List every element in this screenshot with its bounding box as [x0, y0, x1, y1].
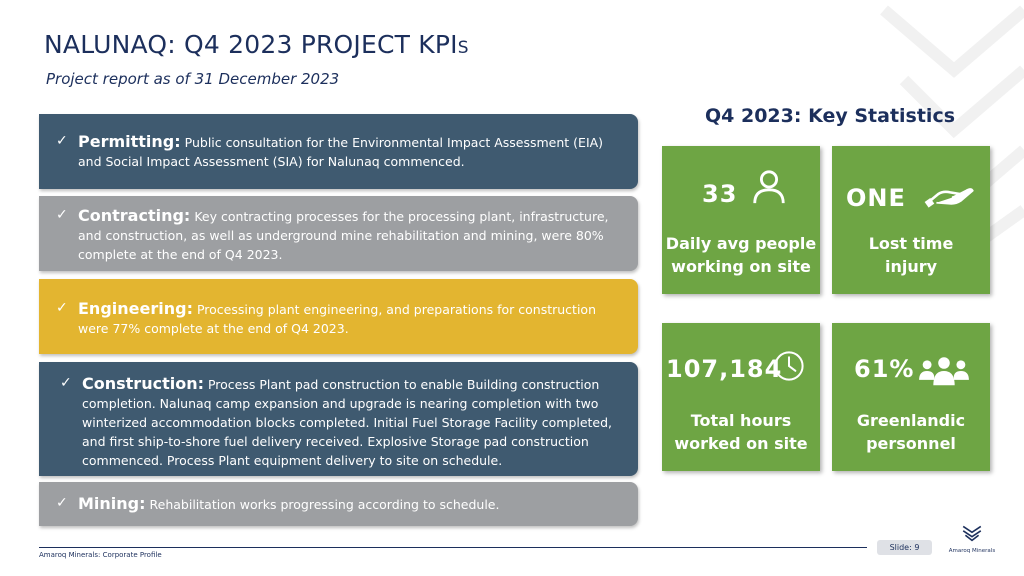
group-icon	[916, 355, 972, 387]
kpi-engineering: ✓ Engineering: Processing plant engineering, and preparations for construction were 77% complete at the end of Q4 2023.	[39, 279, 638, 354]
stat-label: Greenlandic	[856, 411, 966, 430]
stat-tile-injury	[832, 146, 990, 294]
kpi-permitting: ✓ Permitting: Public consultation for the Environmental Impact Assessment (EIA) and Social Impact Assessment (SIA) for Nalunaq commenced.	[39, 114, 638, 189]
kpi-heading: Contracting	[78, 206, 184, 225]
page-subtitle: Project report as of 31 December 2023	[46, 70, 340, 88]
kpi-text: Public consultation for the Environmental Impact Assessment (EIA) and Social Impact Assessment (SIA) for Nalunaq commenced.	[78, 135, 604, 169]
kpi-mining: ✓ Mining: Rehabilitation works progressing according to schedule.	[39, 482, 638, 526]
slide-number: Slide: 9	[877, 540, 932, 555]
kpi-text: Key contracting processes for the processing plant, infrastructure, and construction, as well as underground mine rehabilitation and mining, were 80% complete at the end of Q4 2023.	[78, 209, 609, 262]
person-icon	[750, 168, 788, 206]
stat-tile-hours	[662, 323, 820, 471]
stat-label: Total hours	[690, 411, 792, 430]
check-icon: ✓	[56, 495, 68, 511]
stat-tile-people	[662, 146, 820, 294]
kpi-text: Processing plant engineering, and preparations for construction were 77% complete at the end of Q4 2023.	[78, 302, 596, 336]
check-icon: ✓	[56, 300, 68, 316]
stat-label: injury	[884, 257, 938, 276]
stat-value: 107,184	[666, 355, 783, 383]
kpi-heading: Engineering	[78, 299, 187, 318]
stat-value: 61%	[854, 355, 915, 383]
footer-text: Amaroq Minerals: Corporate Profile	[39, 551, 162, 559]
kpi-heading: Construction	[82, 374, 198, 393]
stat-label: working on site	[671, 257, 811, 276]
logo-icon	[961, 524, 983, 542]
kpi-text: Process Plant pad construction to enable Building construction completion. Nalunaq camp expansion and upgrade is nearing completion with two winterized accommodation blocks completed. Initial Fuel Storage Facility completed, and first ship-to-shore fuel delivery received. Explosive Storage pad construction commenced. Process Plant equipment delivery to site on schedule.	[82, 377, 613, 468]
stat-tile-greenlandic	[832, 323, 990, 471]
hand-icon	[924, 182, 980, 208]
stat-label: Daily avg people	[665, 234, 817, 253]
stat-value: ONE	[846, 184, 906, 212]
check-icon: ✓	[56, 133, 68, 149]
kpi-heading: Permitting	[78, 132, 175, 151]
check-icon: ✓	[60, 375, 72, 391]
kpi-text: Rehabilitation works progressing according to schedule.	[149, 497, 500, 512]
clock-icon	[773, 350, 805, 382]
kpi-construction: ✓ Construction: Process Plant pad construction to enable Building construction completion. Nalunaq camp expansion and upgrade is nearing completion with two winterized accommodation blocks completed. Initial Fuel Storage Facility completed, and first ship-to-shore fuel delivery received. Explosive Storage pad construction commenced. Process Plant equipment delivery to site on schedule.	[39, 362, 638, 476]
footer-divider	[39, 547, 867, 548]
company-logo	[944, 524, 1000, 560]
kpi-contracting: ✓ Contracting: Key contracting processes for the processing plant, infrastructure, and construction, as well as underground mine rehabilitation and mining, were 80% complete at the end of Q4 2023.	[39, 196, 638, 271]
stat-label: worked on site	[674, 434, 808, 453]
kpi-heading: Mining	[78, 494, 140, 513]
stat-label: personnel	[866, 434, 956, 453]
stats-title: Q4 2023: Key Statistics	[705, 105, 956, 127]
logo-text: Amaroq Minerals	[948, 548, 996, 554]
stat-label: Lost time	[868, 234, 954, 253]
check-icon: ✓	[56, 207, 68, 223]
page-title: NALUNAQ: Q4 2023 PROJECT KPIS	[44, 30, 469, 59]
stat-value: 33	[702, 180, 738, 208]
